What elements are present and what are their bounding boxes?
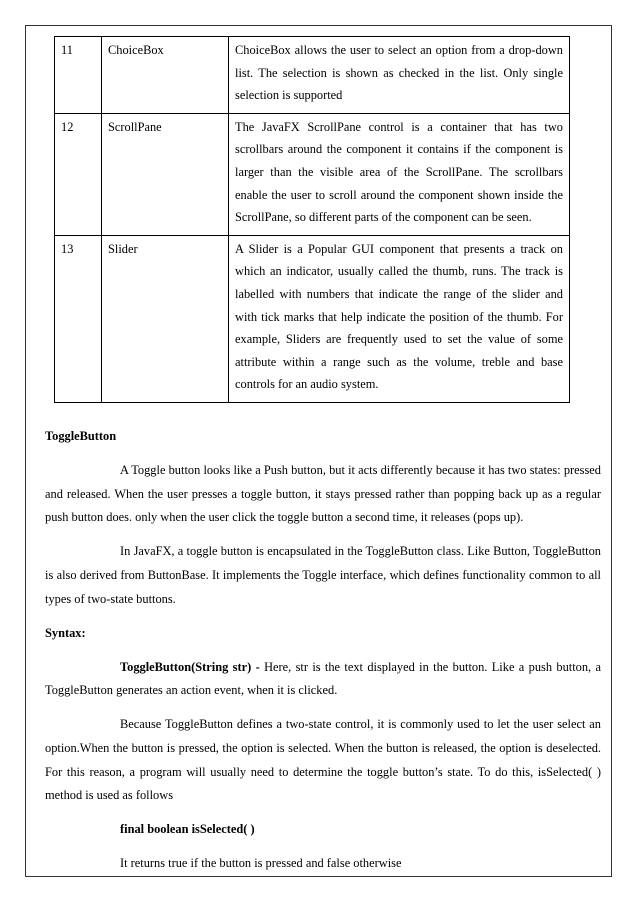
method-signature: final boolean isSelected( ) xyxy=(120,822,255,837)
control-name: Slider xyxy=(102,235,229,402)
row-number: 11 xyxy=(55,37,102,114)
table-row xyxy=(55,235,570,402)
syntax-code: ToggleButton(String str) - xyxy=(120,659,260,674)
control-name: ScrollPane xyxy=(102,113,229,235)
paragraph: In JavaFX, a toggle button is encapsulated in the ToggleButton class. Like Button, ToggleButton is also derived from ButtonBase. It implements the Toggle interface, which defines functionality common to all types of two-state buttons. xyxy=(45,544,601,606)
syntax-label: Syntax: xyxy=(45,625,86,640)
table-row xyxy=(55,113,570,235)
row-number: 12 xyxy=(55,113,102,235)
section-heading: ToggleButton xyxy=(45,429,117,443)
control-name: ChoiceBox xyxy=(102,37,229,114)
control-description: ChoiceBox allows the user to select an option from a drop-down list. The selection is shown as checked in the list. Only single selection is supported xyxy=(229,37,570,114)
controls-table xyxy=(54,36,570,403)
table-row xyxy=(55,37,570,114)
paragraph: A Toggle button looks like a Push button, but it acts differently because it has two states: pressed and released. When the user presses a toggle button, it stays pressed rather than popping back up as a regular push button does. only when the user click the toggle button a second time, it releases (pops up). xyxy=(45,463,601,525)
syntax-paragraph xyxy=(45,656,601,703)
document-body xyxy=(45,425,601,887)
paragraph: Because ToggleButton defines a two-state control, it is commonly used to let the user select an option.When the button is pressed, the option is selected. When the button is released, the option is deselected. For this reason, a program will usually need to determine the toggle button’s state. To do this, isSelected( ) method is used as follows xyxy=(45,717,601,803)
method-description: It returns true if the button is pressed and false otherwise xyxy=(120,856,402,871)
syntax-description: Here, str is the text displayed in the button. Like a push button, a ToggleButton generates an action event, when it is clicked. xyxy=(45,659,601,698)
control-description: A Slider is a Popular GUI component that presents a track on which an indicator, usually called the thumb, runs. The track is labelled with numbers that indicate the range of the slider and with tick marks that help indicate the position of the thumb. For example, Sliders are frequently used to set the value of some attribute within a range such as the volume, treble and base controls for an audio system. xyxy=(229,235,570,402)
control-description: The JavaFX ScrollPane control is a container that has two scrollbars around the component it contains if the component is larger than the visible area of the ScrollPane. The scrollbars enable the user to scroll around the component shown inside the ScrollPane, so different parts of the component can be seen. xyxy=(229,113,570,235)
row-number: 13 xyxy=(55,235,102,402)
